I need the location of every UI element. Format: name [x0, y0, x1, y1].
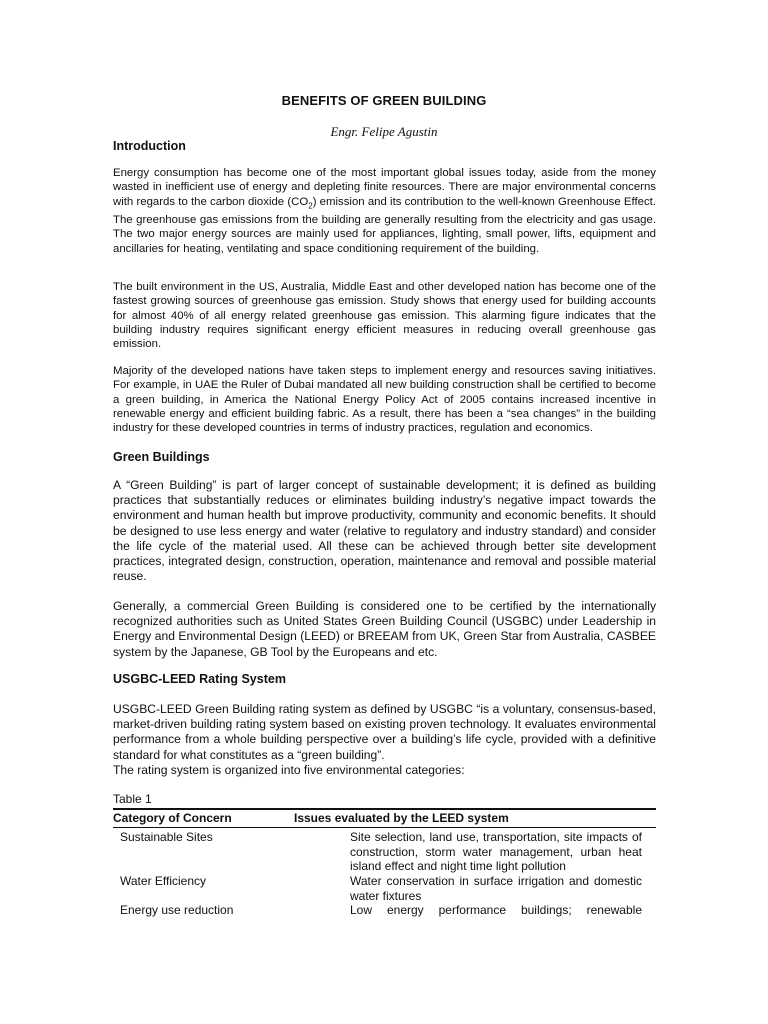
section-heading-leed: USGBC-LEED Rating System — [113, 672, 286, 686]
table-cell-issues: Water conservation in surface irrigation and domestic water fixtures — [350, 874, 642, 903]
co2-subscript: 2 — [308, 200, 313, 210]
document-title: BENEFITS OF GREEN BUILDING — [281, 93, 487, 108]
introduction-paragraph-2: The built environment in the US, Australia, Middle East and other developed nation has become one of the fastest growing sources of greenhouse gas emission. Study shows that energy used for building accounts for almost 40% of all energy related greenhouse gas emission. This alarming figure indicates that the building industry requires significant energy efficient measures in reducing overall greenhouse gas emission. — [113, 281, 656, 351]
table-cell-issues: Low energy performance buildings; renewable — [350, 903, 642, 917]
table-header-row — [113, 810, 656, 828]
table-caption: Table 1 — [113, 792, 152, 806]
introduction-paragraph-1 — [113, 166, 656, 256]
section-heading-introduction: Introduction — [113, 139, 186, 153]
table-row — [113, 903, 656, 919]
section-heading-green-buildings: Green Buildings — [113, 450, 210, 464]
introduction-paragraph-1-part-a: Energy consumption has become one of the most important global issues today, aside from the money wasted in inefficient use of energy and depleting finite resources. There are major environmental concerns with regards to the carbon dioxide (CO — [113, 167, 656, 208]
table-cell-category: Energy use reduction — [120, 903, 234, 917]
introduction-paragraph-1-part-b: ) emission and its contribution to the well-known Greenhouse Effect. The greenhouse gas emissions from the building are generally resulting from the electricity and gas usage. The two major energy sources are mainly used for appliances, lighting, small power, lifts, equipment and ancillaries for heating, ventilating and space conditioning requirement of the building. — [113, 195, 656, 255]
table-cell-issues: Site selection, land use, transportation, site impacts of construction, storm water management, urban heat island effect and night time light pollution — [350, 830, 642, 874]
introduction-paragraph-3: Majority of the developed nations have taken steps to implement energy and resources saving initiatives. For example, in UAE the Ruler of Dubai mandated all new building construction shall be certified to become a green building, in America the National Energy Policy Act of 2005 contains increased incentive in renewable energy and efficient building fabric. As a result, there has been a “sea changes” in the building industry for these developed countries in terms of industry practices, regulation and economics. — [113, 365, 656, 435]
table-row — [113, 830, 656, 874]
table-header-category: Category of Concern — [113, 811, 232, 825]
table-row — [113, 874, 656, 903]
leed-paragraph-1: USGBC-LEED Green Building rating system as defined by USGBC “is a voluntary, consensus-based, market-driven building rating system based on existing proven technology. It evaluates environmental performance from a whole building perspective over a building’s life cycle, provided with a definitive standard for what constitutes as a “green building”. — [113, 702, 656, 762]
document-author: Engr. Felipe Agustin — [330, 124, 438, 139]
table-header-issues: Issues evaluated by the LEED system — [294, 811, 509, 825]
leed-paragraph-2: The rating system is organized into five environmental categories: — [113, 763, 465, 777]
leed-categories-table — [113, 808, 656, 919]
table-cell-category: Sustainable Sites — [120, 830, 213, 844]
table-cell-category: Water Efficiency — [120, 874, 207, 888]
green-buildings-paragraph-1: A “Green Building” is part of larger concept of sustainable development; it is defined as building practices that substantially reduces or eliminates building industry’s negative impact towards the environment and human health but improve productivity, community and economic benefits. It should be designed to use less energy and water (relative to regulatory and industry standard) and consider the life cycle of the material used. All these can be achieved through better site development practices, integrated design, construction, operation, maintenance and removal and possible material reuse. — [113, 478, 656, 584]
green-buildings-paragraph-2: Generally, a commercial Green Building is considered one to be certified by the internationally recognized authorities such as United States Green Building Council (USGBC) under Leadership in Energy and Environmental Design (LEED) or BREEAM from UK, Green Star from Australia, CASBEE system by the Japanese, GB Tool by the Europeans and etc. — [113, 599, 656, 659]
